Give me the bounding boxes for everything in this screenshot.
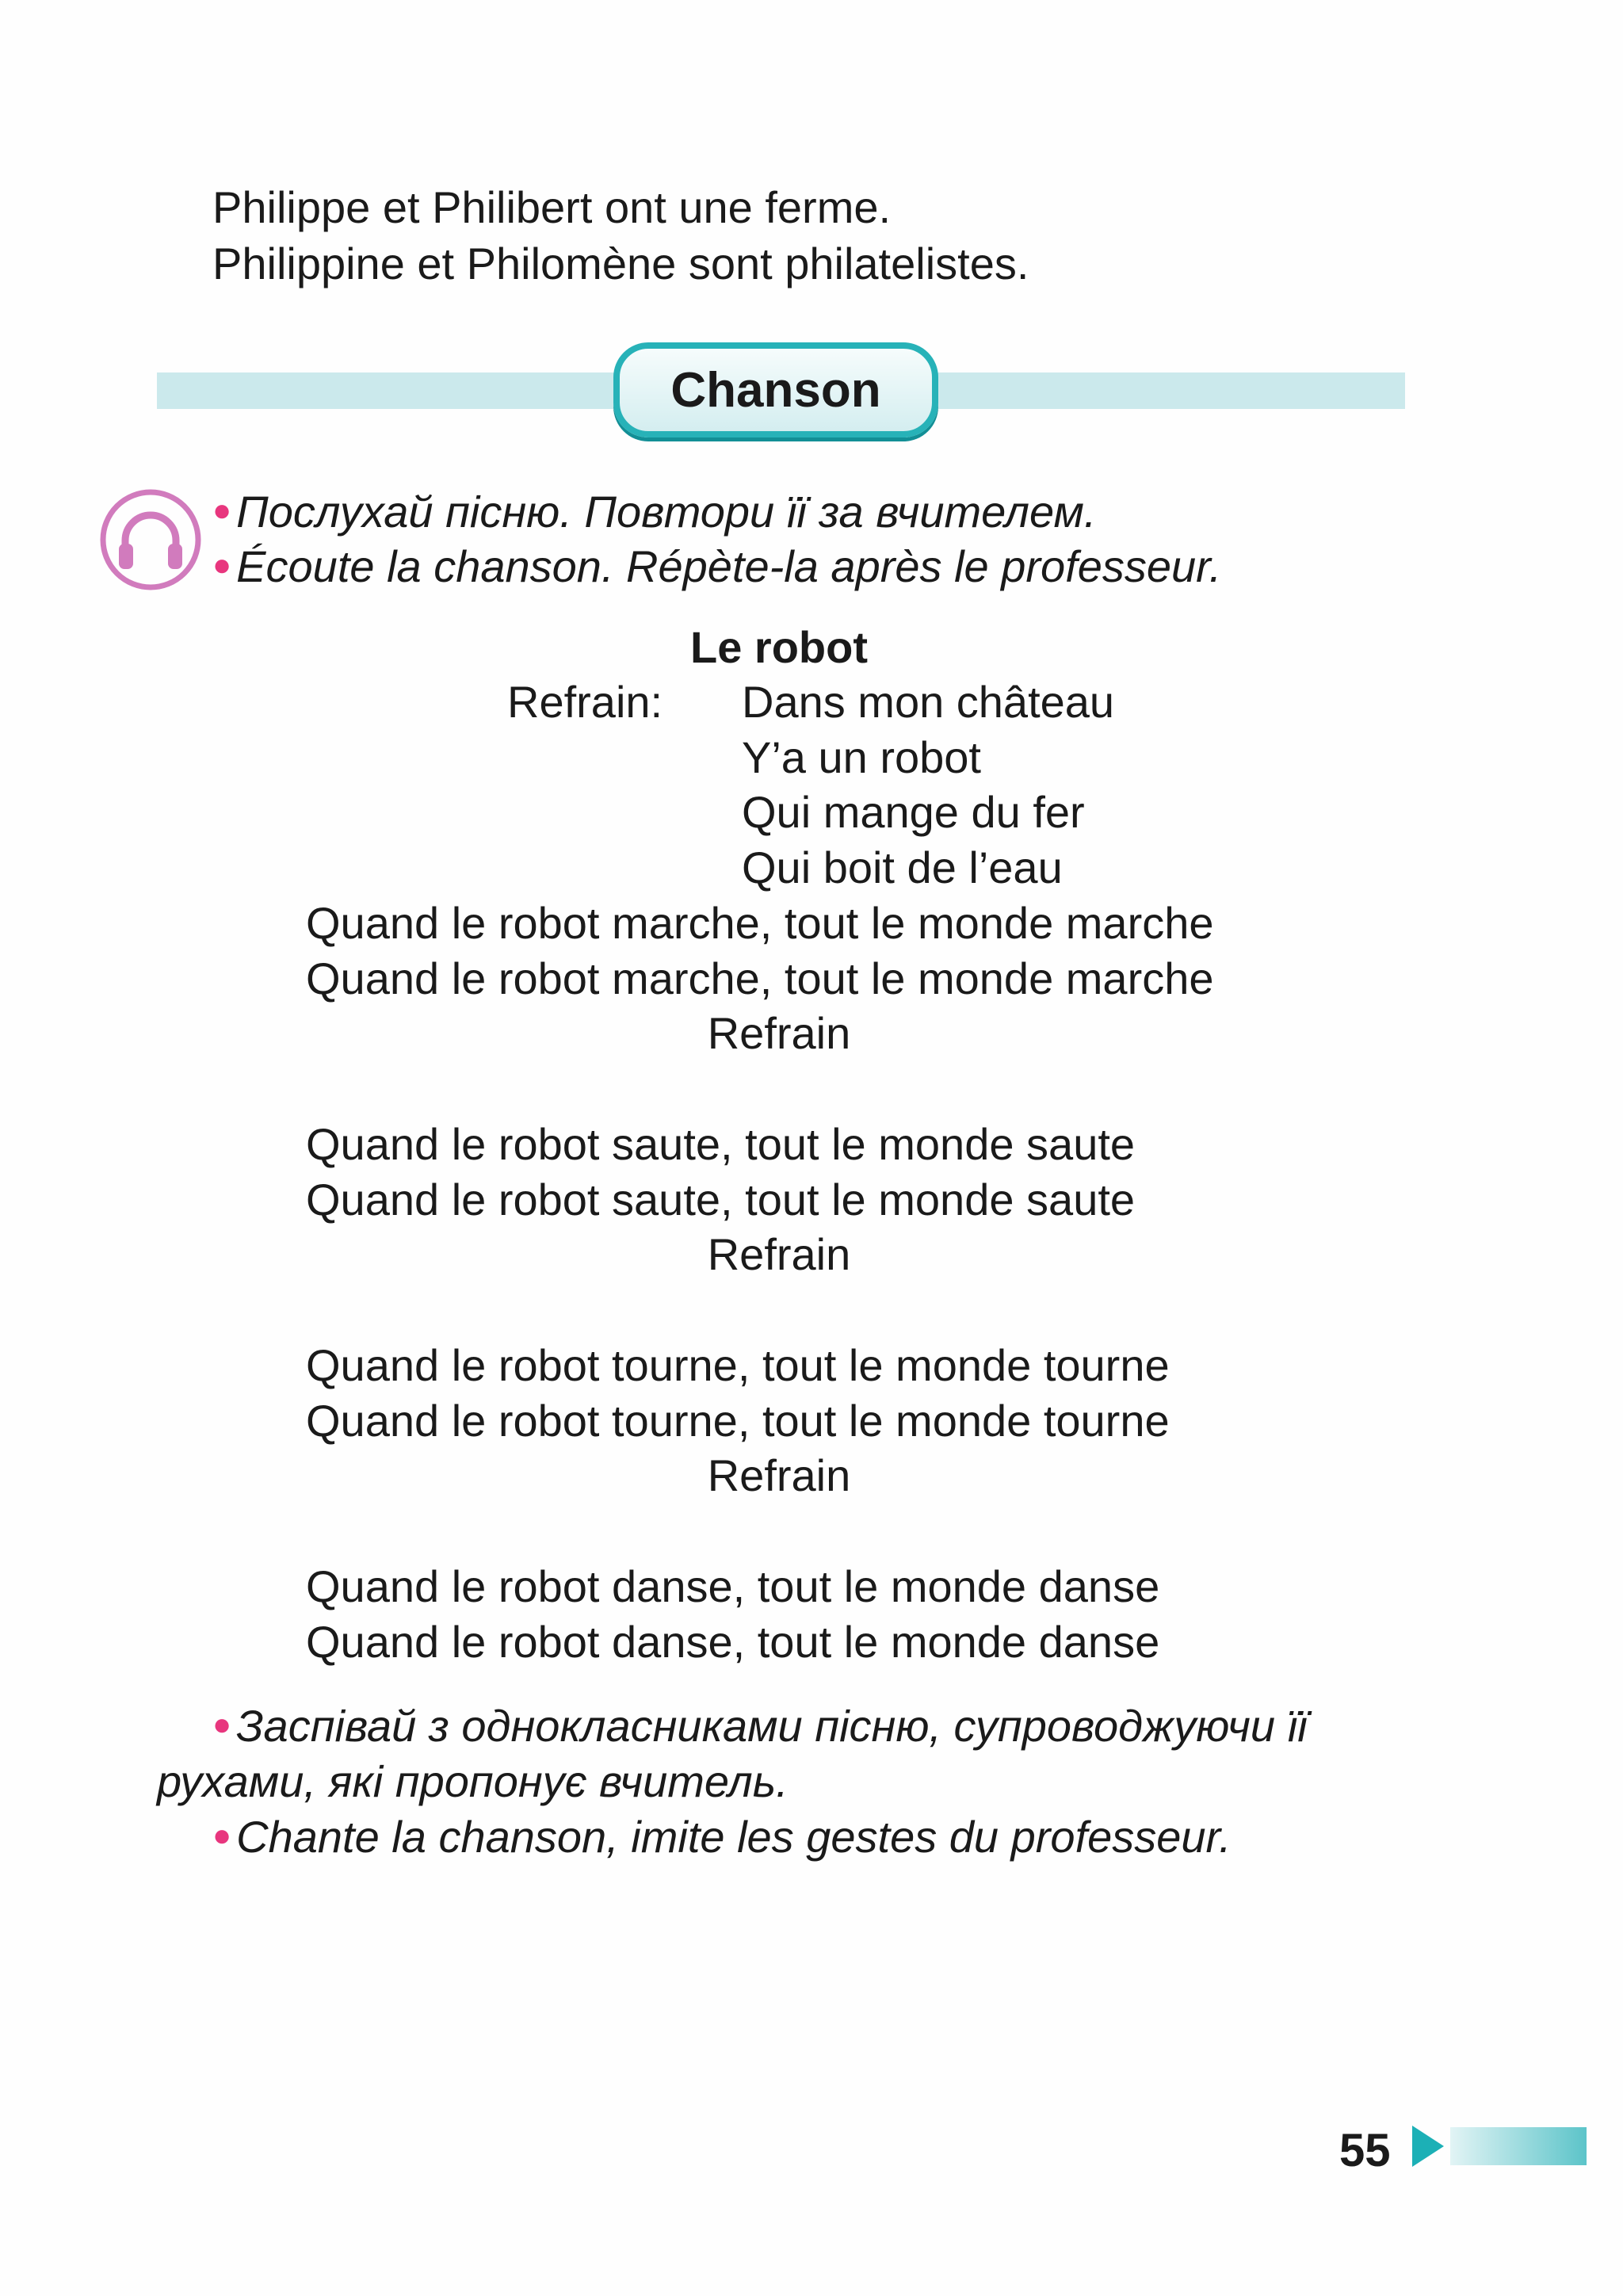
refrain-label: Refrain: xyxy=(507,677,663,727)
refrain-word: Refrain xyxy=(707,1229,851,1279)
page-number: 55 xyxy=(1339,2125,1391,2176)
instruction-ua-bottom-text: Заспівай з однокласниками пісню, супроводжуючи її xyxy=(236,1701,1308,1751)
instruction-ua xyxy=(212,487,1097,537)
bullet-dot-icon: ● xyxy=(212,1818,232,1853)
verse-line: Quand le robot tourne, tout le monde tourne xyxy=(306,1340,1170,1390)
verse-line: Quand le robot danse, tout le monde danse xyxy=(306,1617,1160,1667)
section-title: Chanson xyxy=(670,362,881,418)
instruction-fr xyxy=(212,541,1222,591)
instruction-ua-text: Послухай пісню. Повтори її за вчителем. xyxy=(236,487,1097,537)
refrain-line: Qui boit de l’eau xyxy=(742,842,1063,892)
bullet-dot-icon: ● xyxy=(212,548,232,583)
bullet-dot-icon: ● xyxy=(212,493,232,528)
verse-line: Quand le robot saute, tout le monde saute xyxy=(306,1119,1136,1169)
intro-line-2: Philippine et Philomène sont philatelistes. xyxy=(212,239,1029,288)
refrain-line: Dans mon château xyxy=(742,677,1115,727)
instruction-fr-bottom-text: Chante la chanson, imite les gestes du professeur. xyxy=(236,1812,1232,1862)
instruction-ua-bottom-2: рухами, які пропонує вчитель. xyxy=(157,1756,789,1806)
page-footer-bar xyxy=(1450,2127,1587,2165)
song-title: Le robot xyxy=(690,622,868,672)
section-header xyxy=(613,342,938,437)
verse-line: Quand le robot marche, tout le monde marche xyxy=(306,898,1214,948)
verse-line: Quand le robot saute, tout le monde saute xyxy=(306,1175,1136,1224)
verse-line: Quand le robot marche, tout le monde marche xyxy=(306,953,1214,1003)
refrain-word: Refrain xyxy=(707,1450,851,1500)
page-arrow-icon xyxy=(1412,2126,1444,2167)
bullet-dot-icon: ● xyxy=(212,1707,232,1742)
headphones-icon[interactable] xyxy=(98,485,203,594)
refrain-word: Refrain xyxy=(707,1008,851,1058)
verse-line: Quand le robot danse, tout le monde danse xyxy=(306,1561,1160,1611)
refrain-line: Y’a un robot xyxy=(742,732,981,782)
instruction-fr-bottom xyxy=(212,1812,1232,1862)
instruction-fr-text: Écoute la chanson. Répète-la après le professeur. xyxy=(236,541,1222,591)
refrain-line: Qui mange du fer xyxy=(742,787,1085,837)
instruction-ua-bottom-1 xyxy=(212,1701,1308,1751)
verse-line: Quand le robot tourne, tout le monde tourne xyxy=(306,1396,1170,1446)
intro-line-1: Philippe et Philibert ont une ferme. xyxy=(212,182,892,232)
